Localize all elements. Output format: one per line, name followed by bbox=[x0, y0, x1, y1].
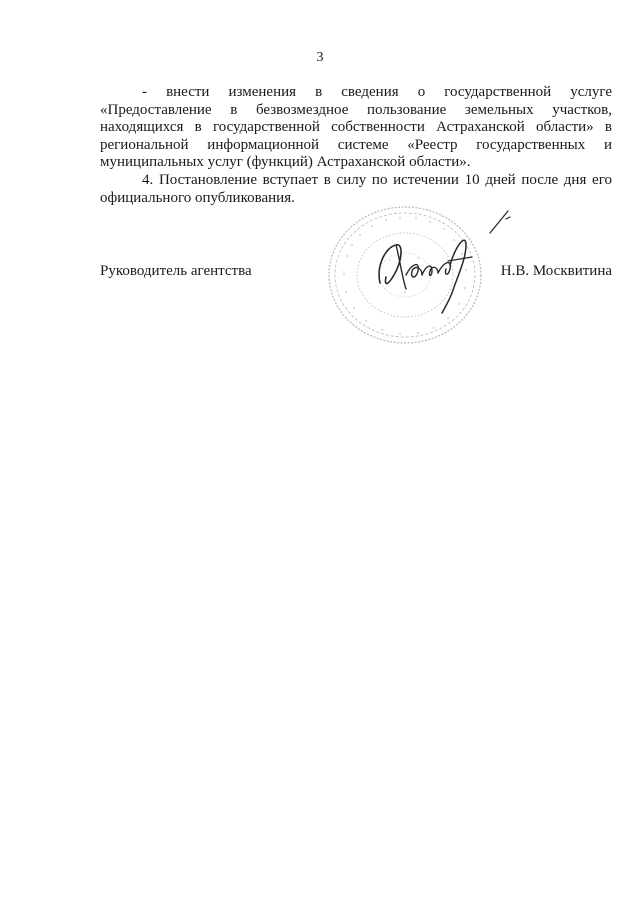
paragraph-amendment: - внести изменения в сведения о государственной услуге «Предоставление в безвозмездное пользование земельных участков, находящихся в государственной собственности Астраханской области» в региональной информационной системе «Реестр государственных и муниципальных услуг (функций) Астраханской области». bbox=[100, 84, 612, 171]
signer-name: Н.В. Москвитина bbox=[500, 263, 612, 279]
paragraph-effective-date: 4. Постановление вступает в силу по истечении 10 дней после дня его официального опубликования. bbox=[100, 171, 612, 206]
signer-position: Руководитель агентства bbox=[100, 263, 252, 279]
document-body bbox=[100, 84, 612, 207]
page-number: 3 bbox=[316, 50, 324, 65]
